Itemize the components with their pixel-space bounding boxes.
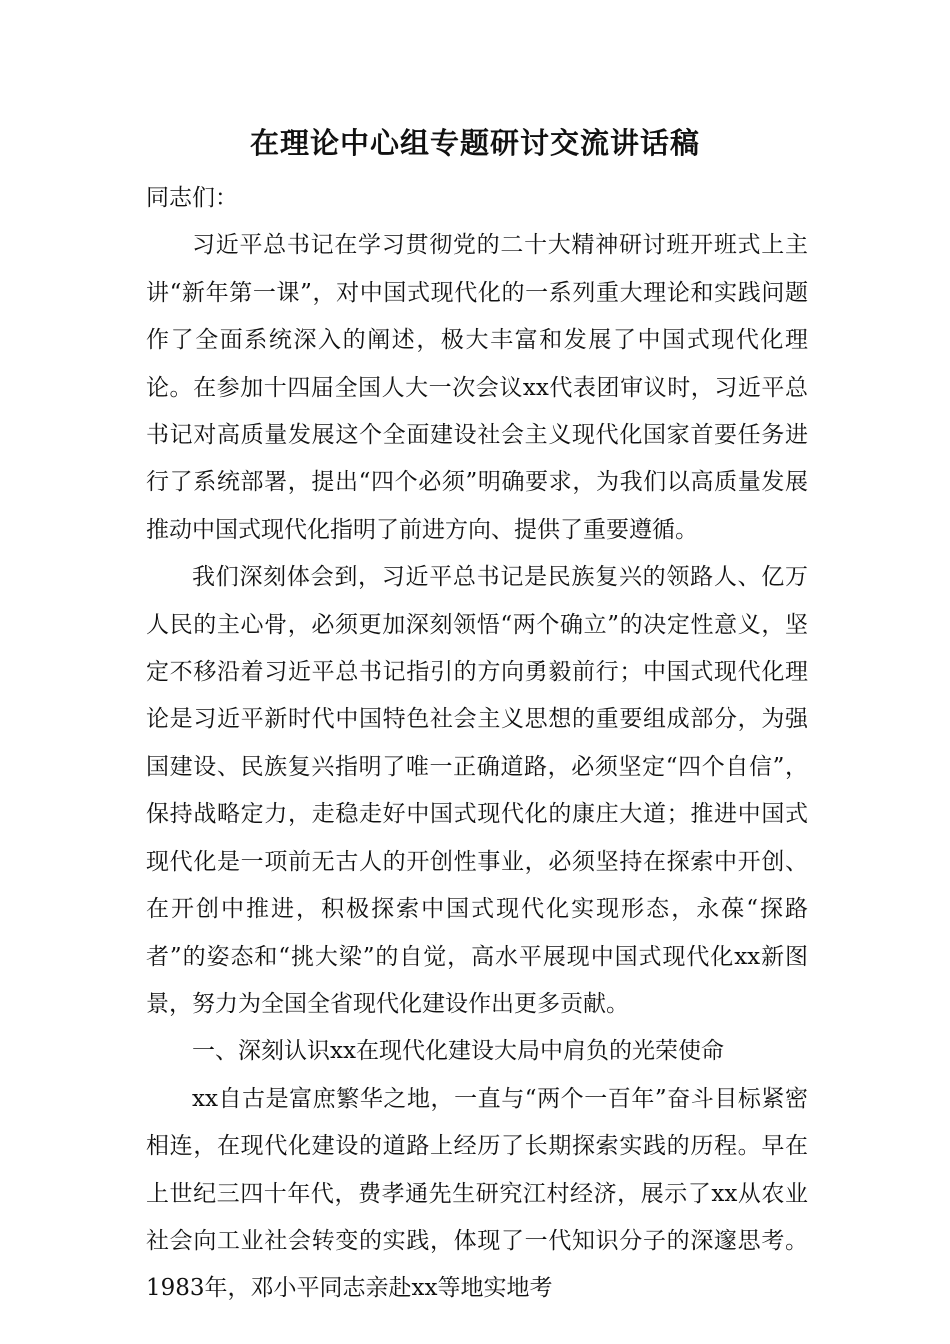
salutation: 同志们：: [146, 185, 238, 211]
paragraph-2: 我们深刻体会到，习近平总书记是民族复兴的领路人、亿万人民的主心骨，必须更加深刻领悟“两个确立”的决定性意义，坚定不移沿着习近平总书记指引的方向勇毅前行；中国式现代化理论是习近平新时代中国特色社会主义思想的重要组成部分，为强国建设、民族复兴指明了唯一正确道路，必须坚定“四个自信”，保持战略定力，走稳走好中国式现代化的康庄大道；推进中国式现代化是一项前无古人的开创性事业，必须坚持在探索中开创、在开创中推进，积极探索中国式现代化实现形态，永葆“探路者”的姿态和“挑大梁”的自觉，高水平展现中国式现代化xx新图景，努力为全国全省现代化建设作出更多贡献。: [146, 564, 808, 1017]
paragraph-1: 习近平总书记在学习贯彻党的二十大精神研讨班开班式上主讲“新年第一课”，对中国式现代化的一系列重大理论和实践问题作了全面系统深入的阐述，极大丰富和发展了中国式现代化理论。在参加十四届全国人大一次会议xx代表团审议时，习近平总书记对高质量发展这个全面建设社会主义现代化国家首要任务进行了系统部署，提出“四个必须”明确要求，为我们以高质量发展推动中国式现代化指明了前进方向、提供了重要遵循。: [146, 232, 808, 543]
paragraph-3: xx自古是富庶繁华之地，一直与“两个一百年”奋斗目标紧密相连，在现代化建设的道路上经历了长期探索实践的历程。早在上世纪三四十年代，费孝通先生研究江村经济，展示了xx从农业社会向工业社会转变的实践，体现了一代知识分子的深邃思考。1983年，邓小平同志亲赴xx等地实地考: [146, 1085, 808, 1302]
section-heading-1: 一、深刻认识xx在现代化建设大局中肩负的光荣使命: [192, 1038, 724, 1065]
document-body: [146, 175, 808, 1313]
document-title: 在理论中心组专题研讨交流讲话稿: [249, 126, 700, 160]
